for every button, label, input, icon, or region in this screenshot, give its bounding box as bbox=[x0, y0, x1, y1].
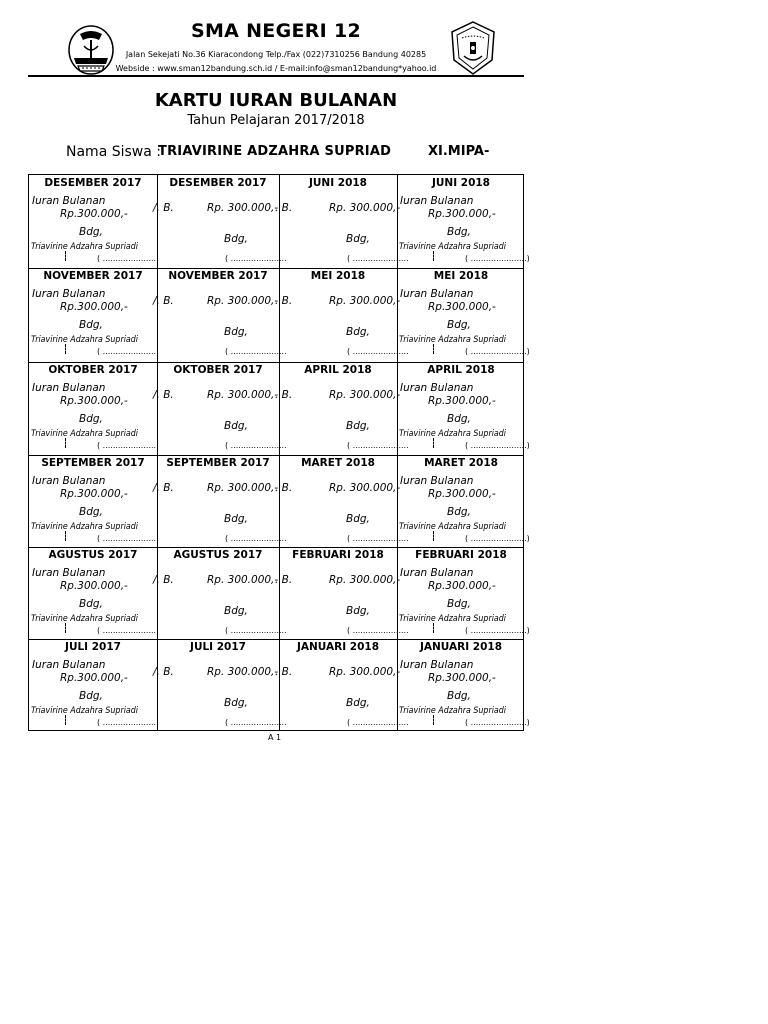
receiver-initials: /. B. bbox=[153, 202, 174, 214]
row-divider bbox=[29, 362, 523, 363]
fee-amount: Rp.300.000,- bbox=[428, 208, 496, 220]
row-divider bbox=[29, 268, 523, 269]
signature-tick bbox=[65, 344, 67, 354]
payment-city: Bdg, bbox=[224, 420, 248, 432]
month-label: APRIL 2018 bbox=[304, 364, 372, 376]
fee-amount: Rp. 300.000,- bbox=[329, 202, 401, 214]
school-website: Webside : www.sman12bandung.sch.id / E-mail:info@sman12bandung*yahoo.id bbox=[115, 64, 437, 73]
fee-amount: Rp.300.000,- bbox=[428, 580, 496, 592]
receiver-initials: /. B. bbox=[153, 482, 174, 494]
signature-tick bbox=[433, 438, 435, 448]
fee-label: Iuran Bulanan bbox=[400, 475, 474, 487]
signature-tick bbox=[65, 623, 67, 633]
signature-line: ( ...................... bbox=[97, 534, 159, 543]
signer-name: Triavirine Adzahra Supriadi bbox=[31, 242, 139, 252]
month-label: MARET 2018 bbox=[301, 457, 375, 469]
signature-line: ( ...................... bbox=[225, 441, 287, 450]
signer-name: Triavirine Adzahra Supriadi bbox=[399, 614, 507, 624]
month-label: JANUARI 2018 bbox=[296, 641, 380, 653]
signature-tick bbox=[433, 715, 435, 725]
month-label: JANUARI 2018 bbox=[419, 641, 503, 653]
student-name-label: Nama Siswa : bbox=[66, 144, 161, 160]
fee-amount: Rp.300.000,- bbox=[60, 672, 128, 684]
month-label: SEPTEMBER 2017 bbox=[41, 457, 145, 469]
payment-city: Bdg, bbox=[79, 598, 103, 610]
fee-label: Iuran Bulanan bbox=[32, 567, 106, 579]
fee-amount: Rp. 300.000,- bbox=[207, 482, 279, 494]
row-divider bbox=[29, 455, 523, 456]
signature-line: ( ...................... bbox=[97, 718, 159, 727]
signature-line: ( ...................... bbox=[225, 534, 287, 543]
page-footer: A 1 bbox=[268, 733, 282, 742]
student-class: XI.MIPA- bbox=[428, 144, 490, 159]
payment-city: Bdg, bbox=[346, 326, 370, 338]
payment-city: Bdg, bbox=[224, 326, 248, 338]
signature-line: ( ......................) bbox=[465, 534, 530, 543]
receiver-initials: /. B. bbox=[153, 666, 174, 678]
month-label: JULI 2017 bbox=[190, 641, 246, 653]
month-label: OKTOBER 2017 bbox=[48, 364, 138, 376]
fee-amount: Rp. 300.000,- bbox=[329, 389, 401, 401]
signer-name: Triavirine Adzahra Supriadi bbox=[399, 429, 507, 439]
signer-name: Triavirine Adzahra Supriadi bbox=[31, 335, 139, 345]
fee-amount: Rp. 300.000,- bbox=[207, 666, 279, 678]
signature-line: ( ...................... bbox=[97, 441, 159, 450]
payment-city: Bdg, bbox=[447, 413, 471, 425]
payment-city: Bdg, bbox=[79, 319, 103, 331]
fee-amount: Rp. 300.000,- bbox=[329, 295, 401, 307]
signature-tick bbox=[65, 531, 67, 541]
signature-line: ( ...................... bbox=[347, 441, 409, 450]
signer-name: Triavirine Adzahra Supriadi bbox=[399, 335, 507, 345]
fee-label: Iuran Bulanan bbox=[400, 288, 474, 300]
signature-line: ( ...................... bbox=[97, 626, 159, 635]
fee-label: Iuran Bulanan bbox=[32, 195, 106, 207]
receiver-initials: /. B. bbox=[153, 389, 174, 401]
fee-amount: Rp.300.000,- bbox=[60, 208, 128, 220]
receiver-initials: . B. bbox=[275, 574, 293, 586]
payment-city: Bdg, bbox=[346, 233, 370, 245]
receiver-initials: . B. bbox=[275, 666, 293, 678]
fee-amount: Rp. 300.000,- bbox=[207, 295, 279, 307]
signature-line: ( ...................... bbox=[97, 347, 159, 356]
fee-amount: Rp.300.000,- bbox=[428, 301, 496, 313]
signature-tick bbox=[433, 344, 435, 354]
row-divider bbox=[29, 547, 523, 548]
signature-line: ( ...................... bbox=[225, 626, 287, 635]
fee-amount: Rp.300.000,- bbox=[428, 672, 496, 684]
month-label: FEBRUARI 2018 bbox=[415, 549, 507, 561]
signature-tick bbox=[65, 251, 67, 261]
signature-tick bbox=[433, 531, 435, 541]
month-label: DESEMBER 2017 bbox=[169, 177, 267, 189]
payment-city: Bdg, bbox=[346, 420, 370, 432]
signature-line: ( ...................... bbox=[97, 254, 159, 263]
month-label: NOVEMBER 2017 bbox=[168, 270, 268, 282]
payment-city: Bdg, bbox=[224, 697, 248, 709]
signer-name: Triavirine Adzahra Supriadi bbox=[399, 522, 507, 532]
signature-line: ( ...................... bbox=[225, 254, 287, 263]
fee-amount: Rp.300.000,- bbox=[60, 580, 128, 592]
payment-city: Bdg, bbox=[224, 605, 248, 617]
receiver-initials: /. B. bbox=[153, 295, 174, 307]
payment-city: Bdg, bbox=[447, 690, 471, 702]
signature-line: ( ...................... bbox=[225, 347, 287, 356]
fee-amount: Rp.300.000,- bbox=[428, 488, 496, 500]
month-label: NOVEMBER 2017 bbox=[43, 270, 143, 282]
month-label: APRIL 2018 bbox=[427, 364, 495, 376]
payment-card-grid bbox=[28, 174, 530, 731]
month-label: MEI 2018 bbox=[310, 270, 366, 282]
signer-name: Triavirine Adzahra Supriadi bbox=[399, 706, 507, 716]
month-label: OKTOBER 2017 bbox=[173, 364, 263, 376]
payment-city: Bdg, bbox=[447, 319, 471, 331]
month-label: JUNI 2018 bbox=[308, 177, 367, 189]
signature-line: ( ...................... bbox=[347, 347, 409, 356]
payment-city: Bdg, bbox=[346, 513, 370, 525]
signer-name: Triavirine Adzahra Supriadi bbox=[31, 706, 139, 716]
payment-city: Bdg, bbox=[79, 690, 103, 702]
payment-city: Bdg, bbox=[346, 605, 370, 617]
payment-city: Bdg, bbox=[447, 226, 471, 238]
fee-amount: Rp. 300.000,- bbox=[207, 202, 279, 214]
signature-tick bbox=[65, 715, 67, 725]
month-label: SEPTEMBER 2017 bbox=[166, 457, 270, 469]
card-title: KARTU IURAN BULANAN bbox=[154, 90, 398, 111]
fee-amount: Rp.300.000,- bbox=[60, 395, 128, 407]
receiver-initials: . B. bbox=[275, 295, 293, 307]
month-label: AGUSTUS 2017 bbox=[48, 549, 138, 561]
fee-label: Iuran Bulanan bbox=[32, 475, 106, 487]
signer-name: Triavirine Adzahra Supriadi bbox=[31, 614, 139, 624]
fee-label: Iuran Bulanan bbox=[400, 382, 474, 394]
payment-city: Bdg, bbox=[79, 506, 103, 518]
signature-line: ( ......................) bbox=[465, 626, 530, 635]
month-label: DESEMBER 2017 bbox=[44, 177, 142, 189]
fee-amount: Rp. 300.000,- bbox=[329, 666, 401, 678]
payment-city: Bdg, bbox=[79, 413, 103, 425]
month-label: AGUSTUS 2017 bbox=[173, 549, 263, 561]
signer-name: Triavirine Adzahra Supriadi bbox=[399, 242, 507, 252]
signature-line: ( ...................... bbox=[347, 626, 409, 635]
signature-line: ( ......................) bbox=[465, 718, 530, 727]
school-address: Jalan Sekejati No.36 Kiaracondong Telp./Fax (022)7310256 Bandung 40285 bbox=[125, 50, 427, 59]
signature-line: ( ......................) bbox=[465, 441, 530, 450]
month-label: JULI 2017 bbox=[65, 641, 121, 653]
fee-label: Iuran Bulanan bbox=[400, 659, 474, 671]
fee-label: Iuran Bulanan bbox=[400, 567, 474, 579]
month-label: MEI 2018 bbox=[433, 270, 489, 282]
signature-line: ( ......................) bbox=[465, 347, 530, 356]
school-name: SMA NEGERI 12 bbox=[190, 20, 362, 42]
receiver-initials: /. B. bbox=[153, 574, 174, 586]
fee-label: Iuran Bulanan bbox=[32, 288, 106, 300]
payment-city: Bdg, bbox=[346, 697, 370, 709]
signer-name: Triavirine Adzahra Supriadi bbox=[31, 429, 139, 439]
month-label: JUNI 2018 bbox=[431, 177, 490, 189]
payment-city: Bdg, bbox=[224, 513, 248, 525]
signature-tick bbox=[65, 438, 67, 448]
signer-name: Triavirine Adzahra Supriadi bbox=[31, 522, 139, 532]
signature-line: ( ......................) bbox=[465, 254, 530, 263]
card-subtitle: Tahun Pelajaran 2017/2018 bbox=[187, 113, 365, 128]
payment-city: Bdg, bbox=[224, 233, 248, 245]
signature-line: ( ...................... bbox=[347, 534, 409, 543]
month-label: MARET 2018 bbox=[424, 457, 498, 469]
fee-amount: Rp. 300.000,- bbox=[329, 482, 401, 494]
fee-label: Iuran Bulanan bbox=[400, 195, 474, 207]
signature-line: ( ...................... bbox=[347, 254, 409, 263]
fee-amount: Rp.300.000,- bbox=[60, 301, 128, 313]
receiver-initials: . B. bbox=[275, 202, 293, 214]
fee-amount: Rp. 300.000,- bbox=[329, 574, 401, 586]
payment-city: Bdg, bbox=[79, 226, 103, 238]
fee-amount: Rp. 300.000,- bbox=[207, 574, 279, 586]
receiver-initials: . B. bbox=[275, 482, 293, 494]
signature-line: ( ...................... bbox=[347, 718, 409, 727]
row-divider bbox=[29, 639, 523, 640]
fee-label: Iuran Bulanan bbox=[32, 382, 106, 394]
fee-amount: Rp. 300.000,- bbox=[207, 389, 279, 401]
signature-tick bbox=[433, 623, 435, 633]
crest-logo bbox=[448, 20, 498, 76]
signature-line: ( ...................... bbox=[225, 718, 287, 727]
school-logo bbox=[66, 24, 116, 76]
fee-label: Iuran Bulanan bbox=[32, 659, 106, 671]
payment-city: Bdg, bbox=[447, 598, 471, 610]
signature-tick bbox=[433, 251, 435, 261]
student-name: TRIAVIRINE ADZAHRA SUPRIAD bbox=[158, 144, 392, 159]
payment-city: Bdg, bbox=[447, 506, 471, 518]
fee-amount: Rp.300.000,- bbox=[60, 488, 128, 500]
month-label: FEBRUARI 2018 bbox=[292, 549, 384, 561]
fee-amount: Rp.300.000,- bbox=[428, 395, 496, 407]
receiver-initials: . B. bbox=[275, 389, 293, 401]
